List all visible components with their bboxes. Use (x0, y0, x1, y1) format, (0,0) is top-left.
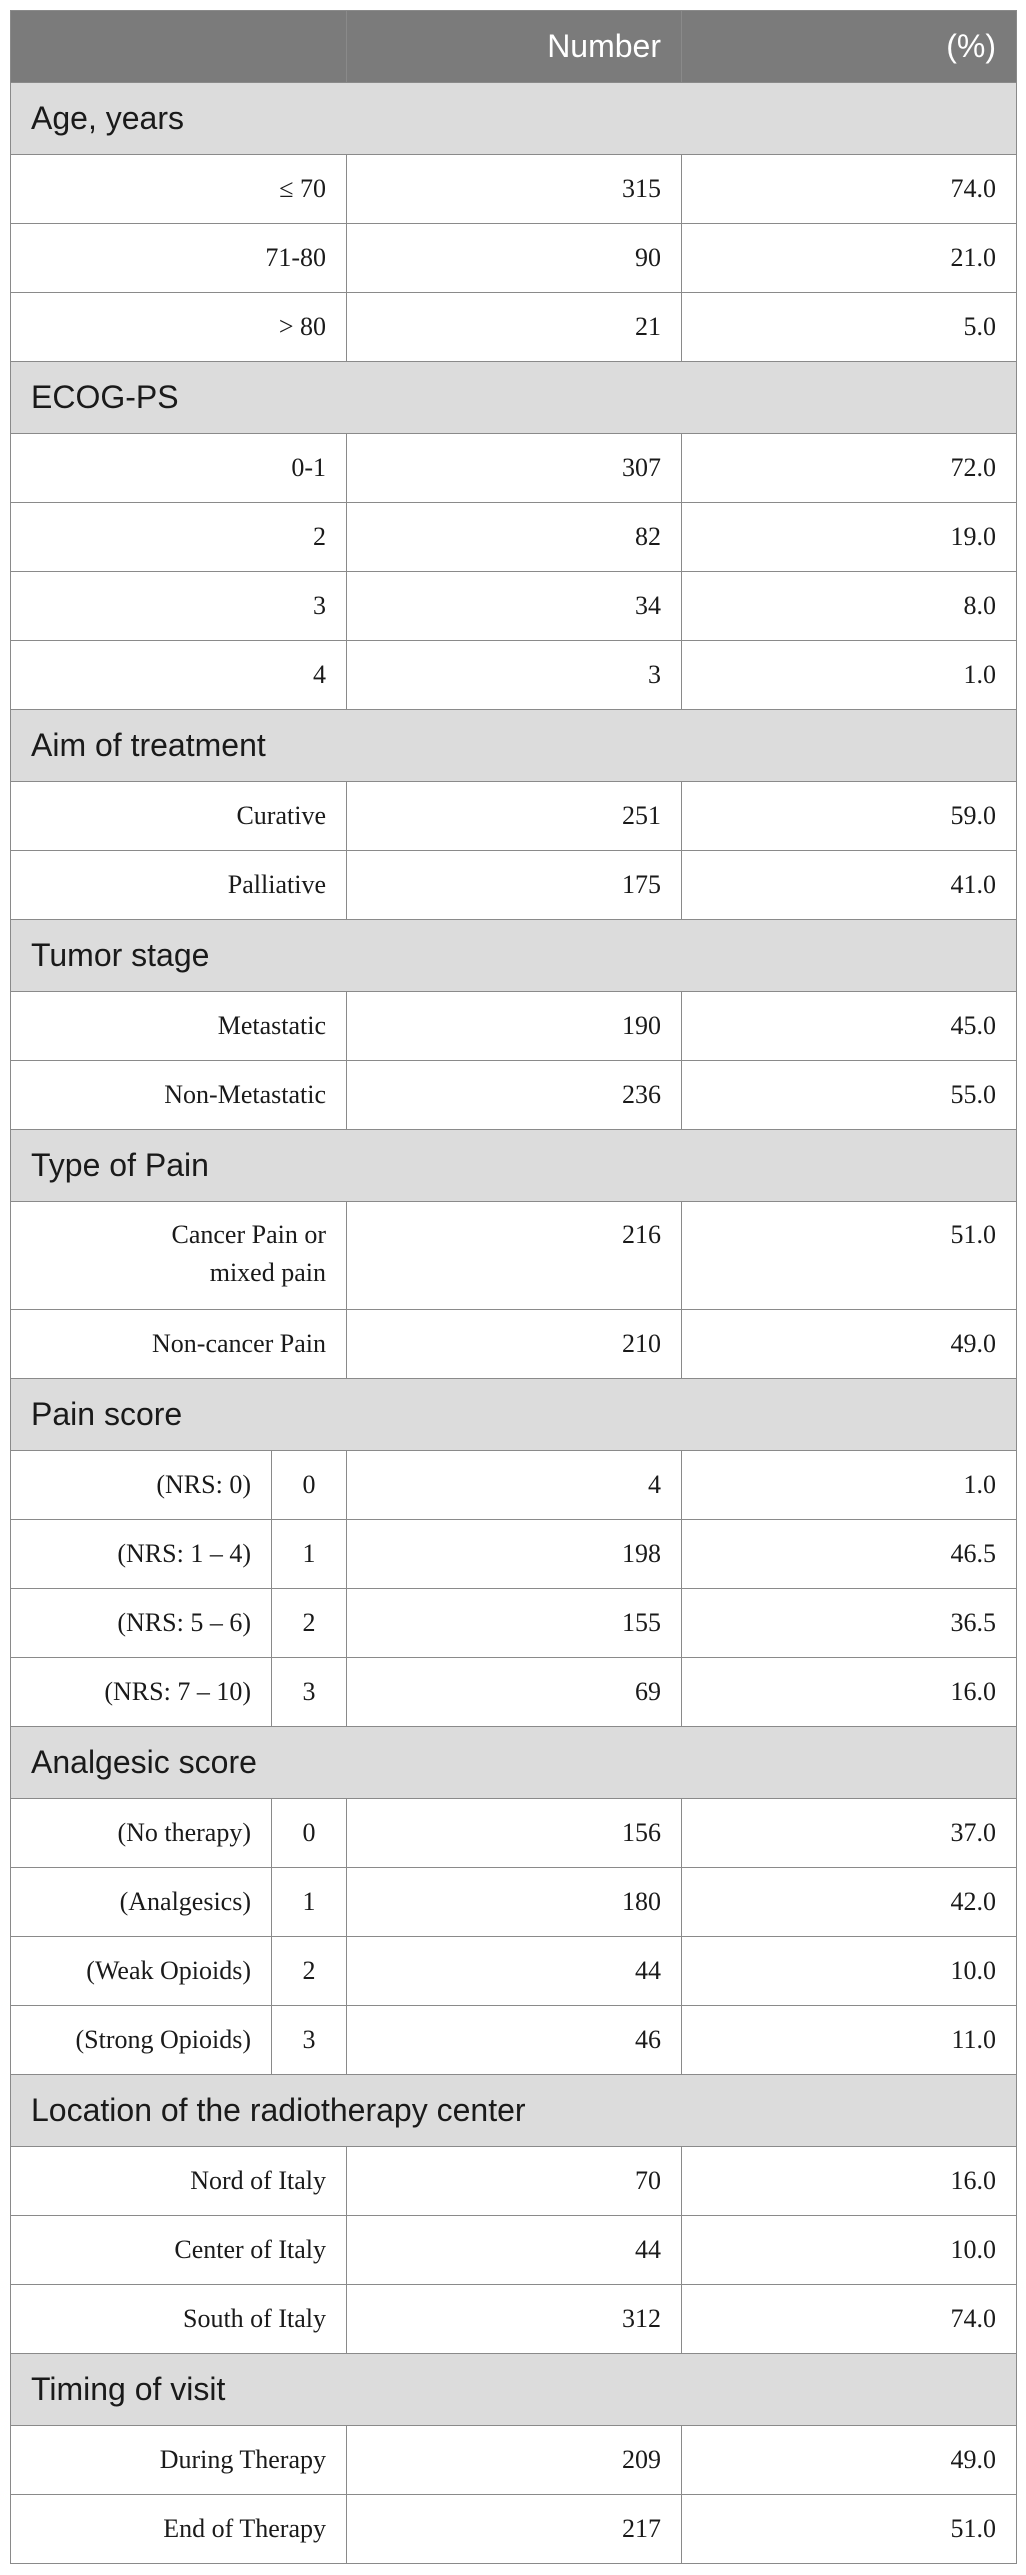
row-number: 44 (347, 1937, 682, 2006)
row-number: 312 (347, 2285, 682, 2354)
row-percent: 11.0 (682, 2006, 1017, 2075)
row-label: 3 (11, 572, 347, 641)
table-row (11, 2216, 1017, 2285)
row-percent: 55.0 (682, 1061, 1017, 1130)
row-label: (Analgesics) (11, 1868, 272, 1937)
section-aim-of-treatment (11, 710, 1017, 782)
row-number: 3 (347, 641, 682, 710)
row-number: 217 (347, 2495, 682, 2564)
section-type-of-pain (11, 1130, 1017, 1202)
row-percent: 41.0 (682, 851, 1017, 920)
row-number: 34 (347, 572, 682, 641)
table-row (11, 1061, 1017, 1130)
patient-characteristics-table (10, 10, 1017, 2564)
section-timing-of-visit (11, 2354, 1017, 2426)
header-label-cell (11, 11, 347, 83)
row-label-line: mixed pain (209, 1258, 326, 1287)
row-number: 4 (347, 1451, 682, 1520)
row-number: 251 (347, 782, 682, 851)
row-number: 69 (347, 1658, 682, 1727)
row-score: 0 (272, 1799, 347, 1868)
section-ecog (11, 362, 1017, 434)
row-percent: 10.0 (682, 1937, 1017, 2006)
row-label: 2 (11, 503, 347, 572)
row-percent: 37.0 (682, 1799, 1017, 1868)
section-title: Age, years (11, 83, 1017, 155)
table-row (11, 155, 1017, 224)
row-number: 155 (347, 1589, 682, 1658)
row-label: (NRS: 0) (11, 1451, 272, 1520)
row-percent: 1.0 (682, 641, 1017, 710)
table-row (11, 641, 1017, 710)
table-row (11, 1451, 1017, 1520)
row-number: 46 (347, 2006, 682, 2075)
table-row (11, 1310, 1017, 1379)
table-row (11, 992, 1017, 1061)
row-label: > 80 (11, 293, 347, 362)
row-number: 209 (347, 2426, 682, 2495)
row-label: (Strong Opioids) (11, 2006, 272, 2075)
row-label: Nord of Italy (11, 2147, 347, 2216)
row-score: 2 (272, 1589, 347, 1658)
table-row (11, 1589, 1017, 1658)
row-score: 0 (272, 1451, 347, 1520)
row-percent: 51.0 (682, 1202, 1017, 1310)
header-percent: (%) (682, 11, 1017, 83)
row-label: ≤ 70 (11, 155, 347, 224)
section-title: Pain score (11, 1379, 1017, 1451)
section-pain-score (11, 1379, 1017, 1451)
row-number: 190 (347, 992, 682, 1061)
table-row (11, 1520, 1017, 1589)
row-label: (NRS: 5 – 6) (11, 1589, 272, 1658)
row-label: Metastatic (11, 992, 347, 1061)
header-row (11, 11, 1017, 83)
row-percent: 36.5 (682, 1589, 1017, 1658)
table-row (11, 2006, 1017, 2075)
row-label: 4 (11, 641, 347, 710)
row-percent: 49.0 (682, 2426, 1017, 2495)
row-percent: 74.0 (682, 155, 1017, 224)
row-number: 70 (347, 2147, 682, 2216)
row-label: (Weak Opioids) (11, 1937, 272, 2006)
row-number: 315 (347, 155, 682, 224)
row-number: 175 (347, 851, 682, 920)
row-percent: 19.0 (682, 503, 1017, 572)
table-row (11, 2495, 1017, 2564)
row-percent: 51.0 (682, 2495, 1017, 2564)
table-row (11, 2147, 1017, 2216)
table-row (11, 1799, 1017, 1868)
row-number: 21 (347, 293, 682, 362)
row-label: (No therapy) (11, 1799, 272, 1868)
row-label: 0-1 (11, 434, 347, 503)
section-title: Location of the radiotherapy center (11, 2075, 1017, 2147)
section-title: Aim of treatment (11, 710, 1017, 782)
row-label: (NRS: 7 – 10) (11, 1658, 272, 1727)
section-title: Analgesic score (11, 1727, 1017, 1799)
row-score: 1 (272, 1868, 347, 1937)
table-row (11, 224, 1017, 293)
row-percent: 21.0 (682, 224, 1017, 293)
row-percent: 49.0 (682, 1310, 1017, 1379)
row-label: Palliative (11, 851, 347, 920)
section-location (11, 2075, 1017, 2147)
row-number: 307 (347, 434, 682, 503)
row-percent: 46.5 (682, 1520, 1017, 1589)
row-score: 3 (272, 1658, 347, 1727)
row-percent: 59.0 (682, 782, 1017, 851)
section-tumor-stage (11, 920, 1017, 992)
row-percent: 5.0 (682, 293, 1017, 362)
row-number: 90 (347, 224, 682, 293)
row-percent: 45.0 (682, 992, 1017, 1061)
row-label: Non-Metastatic (11, 1061, 347, 1130)
row-number: 180 (347, 1868, 682, 1937)
row-label: (NRS: 1 – 4) (11, 1520, 272, 1589)
row-number: 236 (347, 1061, 682, 1130)
row-label: Non-cancer Pain (11, 1310, 347, 1379)
row-number: 44 (347, 2216, 682, 2285)
row-number: 156 (347, 1799, 682, 1868)
section-age (11, 83, 1017, 155)
table-row (11, 2285, 1017, 2354)
table-row (11, 1868, 1017, 1937)
row-label: During Therapy (11, 2426, 347, 2495)
row-number: 216 (347, 1202, 682, 1310)
row-percent: 74.0 (682, 2285, 1017, 2354)
row-percent: 16.0 (682, 2147, 1017, 2216)
table-row (11, 293, 1017, 362)
row-percent: 1.0 (682, 1451, 1017, 1520)
row-number: 82 (347, 503, 682, 572)
header-number: Number (347, 11, 682, 83)
section-analgesic-score (11, 1727, 1017, 1799)
table-row (11, 503, 1017, 572)
row-percent: 42.0 (682, 1868, 1017, 1937)
section-title: Tumor stage (11, 920, 1017, 992)
row-number: 198 (347, 1520, 682, 1589)
row-label: 71-80 (11, 224, 347, 293)
row-label: South of Italy (11, 2285, 347, 2354)
table-row (11, 1202, 1017, 1310)
section-title: Type of Pain (11, 1130, 1017, 1202)
row-label: End of Therapy (11, 2495, 347, 2564)
table-row (11, 1658, 1017, 1727)
row-label-line: Cancer Pain or (171, 1220, 326, 1249)
row-percent: 10.0 (682, 2216, 1017, 2285)
section-title: ECOG-PS (11, 362, 1017, 434)
row-number: 210 (347, 1310, 682, 1379)
row-percent: 72.0 (682, 434, 1017, 503)
table-row (11, 1937, 1017, 2006)
row-label: Curative (11, 782, 347, 851)
row-label: Center of Italy (11, 2216, 347, 2285)
table-row (11, 782, 1017, 851)
row-label (11, 1202, 347, 1310)
table-row (11, 434, 1017, 503)
table-row (11, 2426, 1017, 2495)
row-percent: 16.0 (682, 1658, 1017, 1727)
row-score: 2 (272, 1937, 347, 2006)
section-title: Timing of visit (11, 2354, 1017, 2426)
table-row (11, 851, 1017, 920)
row-score: 1 (272, 1520, 347, 1589)
row-score: 3 (272, 2006, 347, 2075)
table-row (11, 572, 1017, 641)
row-percent: 8.0 (682, 572, 1017, 641)
